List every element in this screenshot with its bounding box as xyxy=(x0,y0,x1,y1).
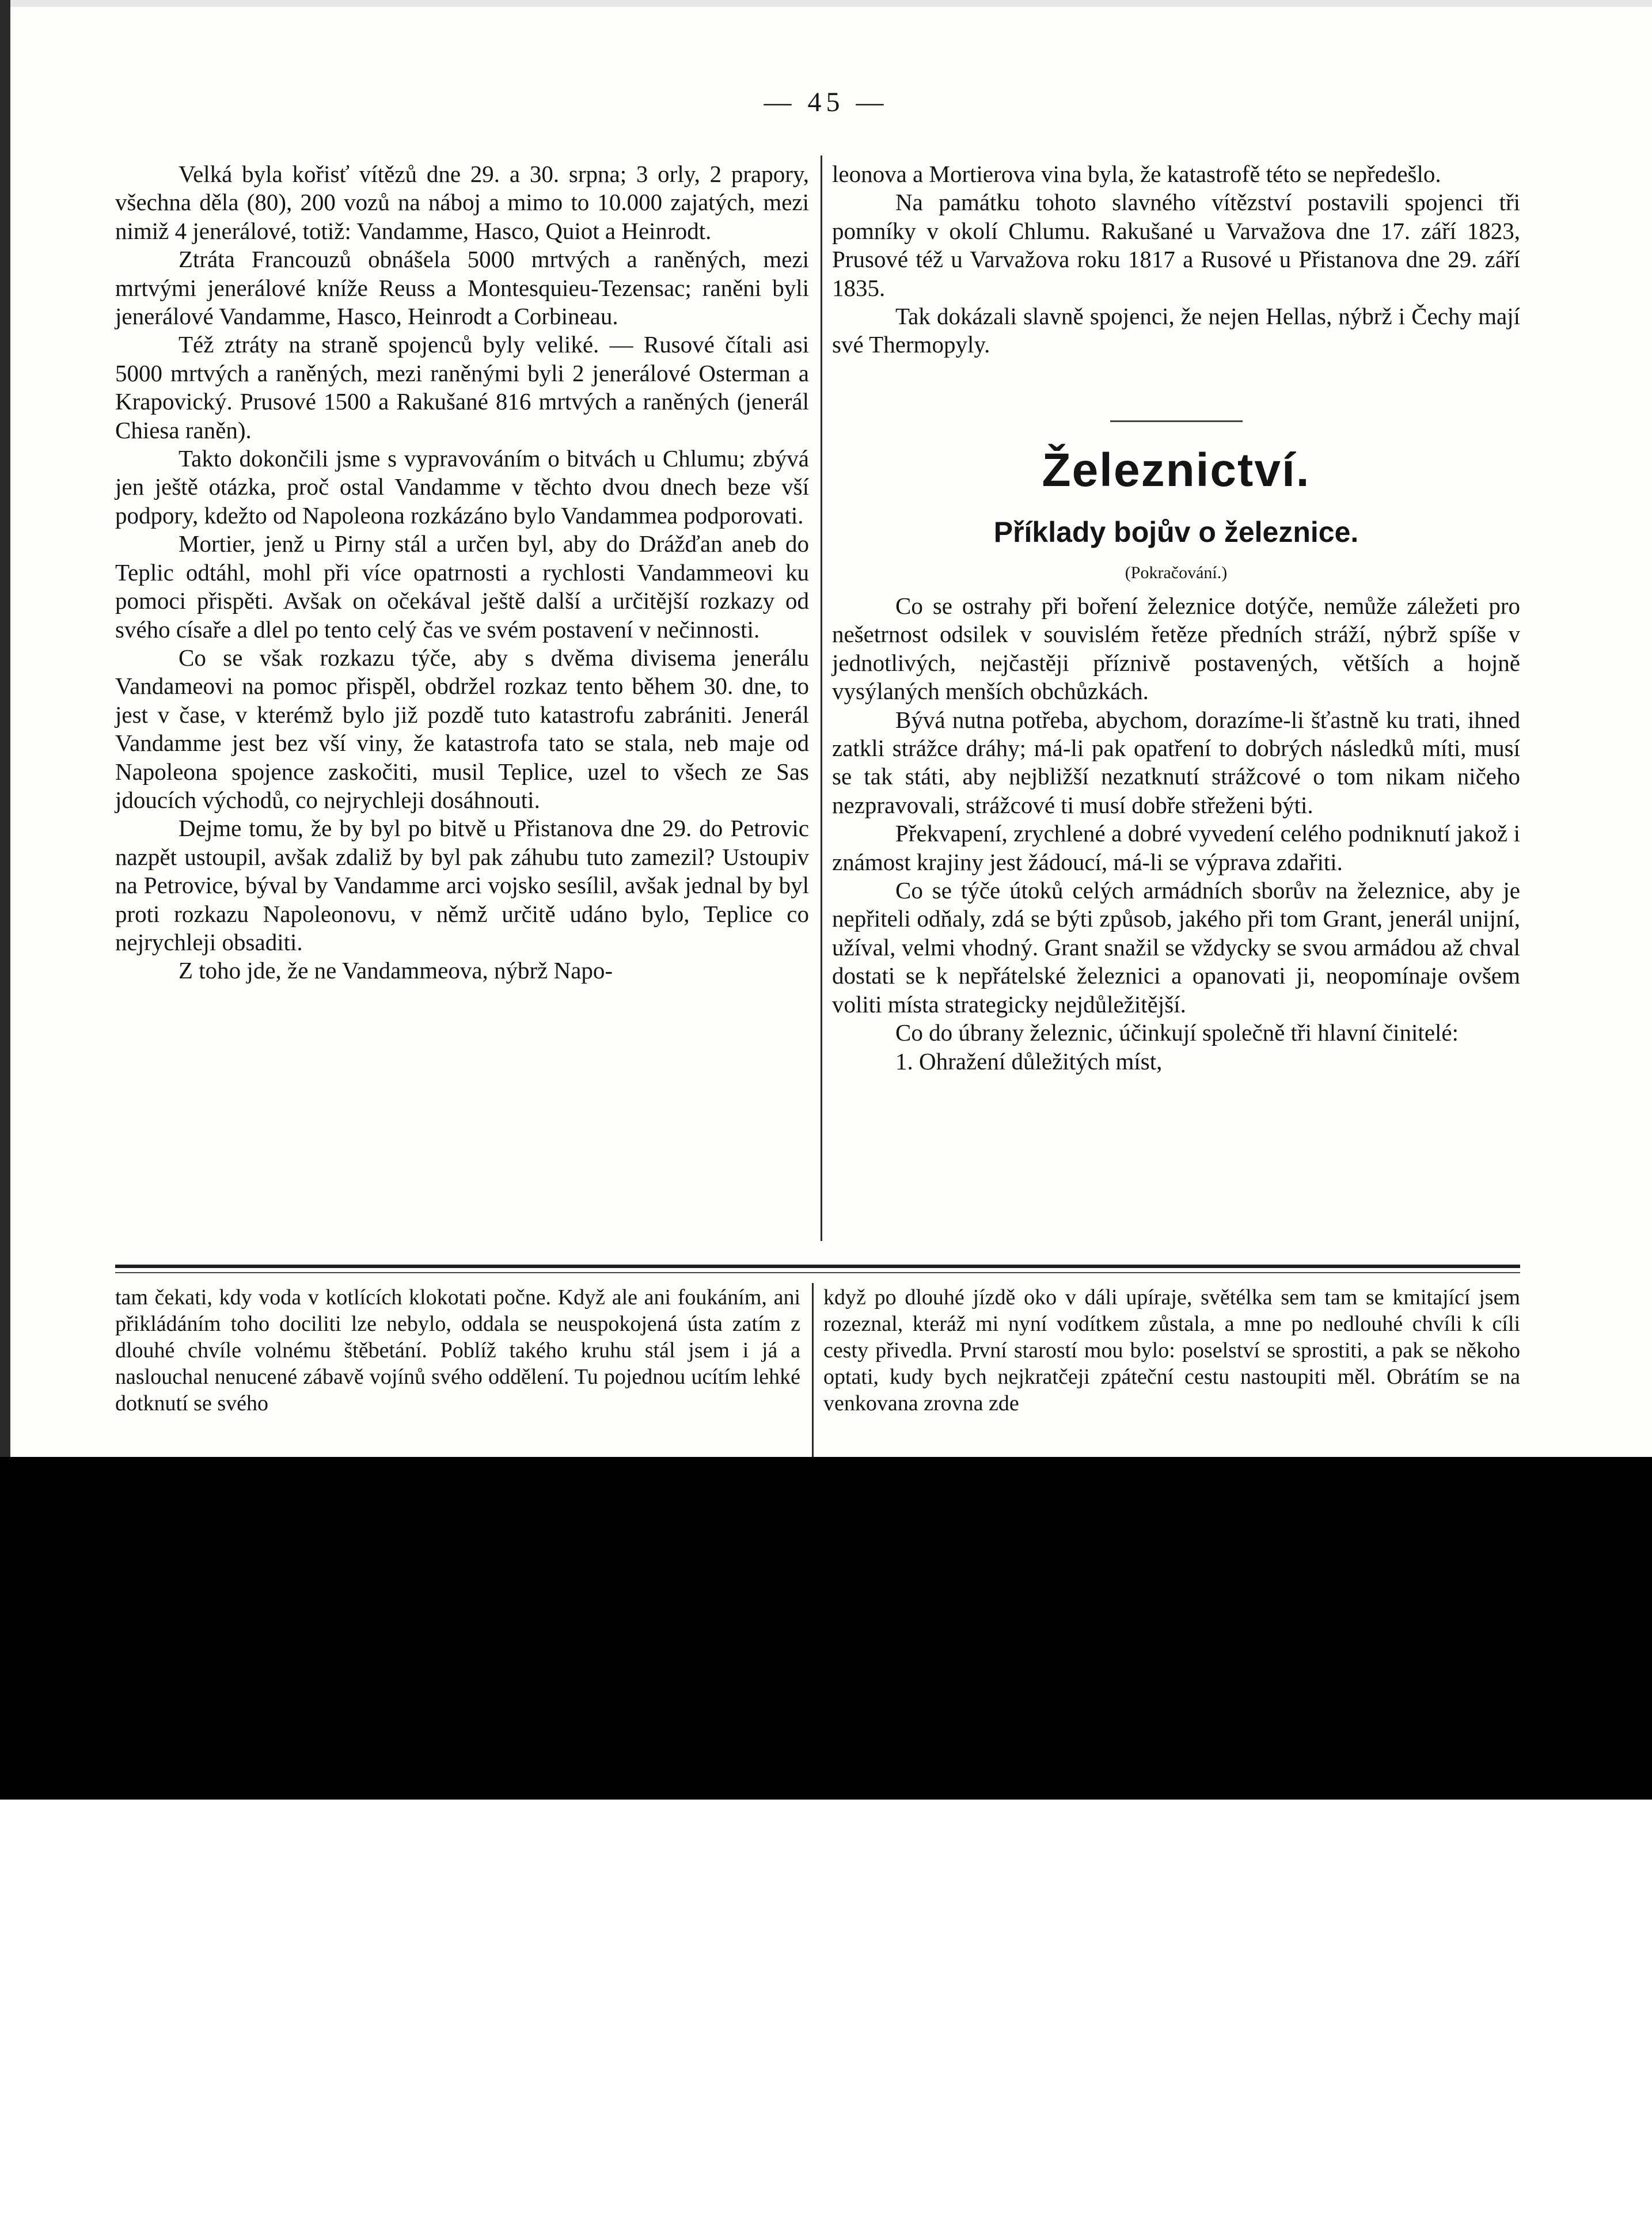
paragraph: tam čekati, kdy voda v kotlících klokotati počne. Když ale ani foukáním, ani přikládáním toho dociliti lze nebylo, oddala se neuspokojená ústa zatím z dlouhé chvíle volnému štěbetání. Poblíž takého kruhu stál jsem i já a naslouchal nenucené zábavě vojínů svého oddělení. Tu pojednou ucítím lehké dotknutí se svého xyxy=(115,1285,800,1415)
left-column xyxy=(115,160,809,985)
paragraph: Tak dokázali slavně spojenci, že nejen Hellas, nýbrž i Čechy mají své Thermopyly. xyxy=(832,303,1520,358)
scan-top-edge xyxy=(0,0,1652,7)
paragraph: Co se ostrahy při boření železnice dotýče, nemůže záležeti pro nešetrnost odsilek v souvislém řetěze předních stráží, nýbrž spíše v jednotlivých, nejčastěji příznivě postavených, větších a hojně vysýlaných menších obchůzkách. xyxy=(832,593,1520,705)
paragraph: Co do úbrany železnic, účinkují společně tři hlavní činitelé: xyxy=(895,1019,1459,1046)
paragraph: 1. Ohražení důležitých míst, xyxy=(895,1047,1163,1075)
paragraph: Velká byla kořisť vítězů dne 29. a 30. srpna; 3 orly, 2 prapory, všechna děla (80), 200 vozů na náboj a mimo to 10.000 zajatých, mezi nimiž 4 jenerálové, totiž: Vandamme, Hasco, Quiot a Heinrodt. xyxy=(115,161,809,244)
section-subtitle: Příklady bojův o železnice. xyxy=(993,516,1359,548)
paragraph: Takto dokončili jsme s vypravováním o bitvách u Chlumu; zbývá jen ještě otázka, proč ostal Vandamme v těchto dvou dnech beze vší podpory, kdežto od Napoleona rozkázáno bylo Vandammea podporovati. xyxy=(115,445,809,529)
paragraph: když po dlouhé jízdě oko v dáli upíraje, světélka sem tam se kmitající jsem rozeznal, kteráž mi nyní vodítkem zůstala, a mne po nedlouhé chvíli k cíli cesty přivedla. První starostí mou bylo: poselství se sprostiti, a pak se někoho optati, kudy bych nejkratčeji zpáteční cestu nastoupiti měl. Obrátím se na venkovana zrovna zde xyxy=(823,1285,1520,1415)
continuation-note: (Pokračování.) xyxy=(1125,563,1228,582)
blank-area xyxy=(0,1800,1652,2228)
paragraph: Též ztráty na straně spojenců byly veliké. — Rusové čítali asi 5000 mrtvých a raněných, mezi raněnými byli 2 jenerálové Osterman a Krapovický. Prusové 1500 a Rakušané 816 mrtvých a raněných (jenerál Chiesa raněn). xyxy=(115,331,809,443)
feuilleton-rule xyxy=(115,1265,1520,1268)
paragraph: Co se týče útoků celých armádních sborův na železnice, aby je nepřiteli odňaly, zdá se býti způsob, jakého při tom Grant, jenerál unijní, užíval, velmi vhodný. Grant snažil se vždycky se svou armádou až chval dostati se k nepřátelské železnici a opanovati ji, neopomínaje ovšem voliti místa strategicky nejdůležitější. xyxy=(832,877,1520,1018)
paragraph: leonova a Mortierova vina byla, že katastrofě této se nepředešlo. xyxy=(832,161,1441,187)
scan-left-edge xyxy=(0,0,10,1457)
paragraph: Ztráta Francouzů obnášela 5000 mrtvých a raněných, mezi mrtvými jenerálové kníže Reuss a Montesquieu-Tezensac; raněni byli jenerálové Vandamme, Hasco, Heinrodt a Corbineau. xyxy=(115,246,809,330)
paragraph: Dejme tomu, že by byl po bitvě u Přistanova dne 29. do Petrovic nazpět ustoupil, avšak zdaliž by byl pak záhubu tuto zamezil? Ustoupiv na Petrovice, býval by Vandamme arci vojsko sesílil, avšak jednal by byl proti rozkazu Napoleonovu, v němž určitě udáno bylo, Teplice co nejrychleji obsaditi. xyxy=(115,815,809,955)
right-column-top xyxy=(832,160,1520,359)
paragraph: Na památku tohoto slavného vítězství postavili spojenci tři pomníky v okolí Chlumu. Rakušané u Varvažova dne 17. září 1823, Prusové též u Varvažova roku 1817 a Rusové u Přistanova dne 29. září 1835. xyxy=(832,189,1520,301)
paragraph: Z toho jde, že ne Vandammeova, nýbrž Napo- xyxy=(179,957,613,984)
scan-black-area xyxy=(0,1457,1652,1800)
feuilleton-left xyxy=(115,1284,800,1458)
paragraph: Bývá nutna potřeba, abychom, dorazíme-li šťastně ku trati, ihned zatkli strážce dráhy; má-li pak opatření to dobrých následků míti, musí se tak státi, aby nejbližší nezatknutí strážcové o tom nikam ničeho nezpravovali, strážcové ti musí dobře střeženi býti. xyxy=(832,706,1520,818)
right-column-body xyxy=(832,592,1520,1076)
section-title: Železnictví. xyxy=(1042,444,1311,496)
column-divider xyxy=(821,155,822,1241)
feuilleton-rule-thin xyxy=(115,1272,1520,1273)
paragraph: Mortier, jenž u Pirny stál a určen byl, aby do Drážďan aneb do Teplic odtáhl, mohl při více opatrnosti a rychlosti Vandammeovi ku pomoci přispěti. Avšak on očekával ještě další a určitější rozkazy od svého císaře a dlel po tento celý čas ve svém postavení v nečinnosti. xyxy=(115,530,809,643)
page-number: — 45 — xyxy=(764,87,888,117)
feuilleton-right xyxy=(823,1284,1520,1458)
paragraph: Překvapení, zrychlené a dobré vyvedení celého podniknutí jakož i známost krajiny jest žádoucí, má-li se výprava zdařiti. xyxy=(832,820,1520,875)
section-separator xyxy=(1110,420,1243,422)
paragraph: Co se však rozkazu týče, aby s dvěma divisema jenerálu Vandameovi na pomoc přispěl, obdržel rozkaz tento během 30. dne, to jest v čase, v kterémž bylo již pozdě tuto katastrofu zabrániti. Jenerál Vandamme jest bez vší viny, že katastrofa tato se stala, neb maje od Napoleona spojence zaskočiti, musil Teplice, uzel to všech ze Sas jdoucích východů, co nejrychleji dosáhnouti. xyxy=(115,644,809,813)
feuilleton-divider xyxy=(812,1283,814,1457)
